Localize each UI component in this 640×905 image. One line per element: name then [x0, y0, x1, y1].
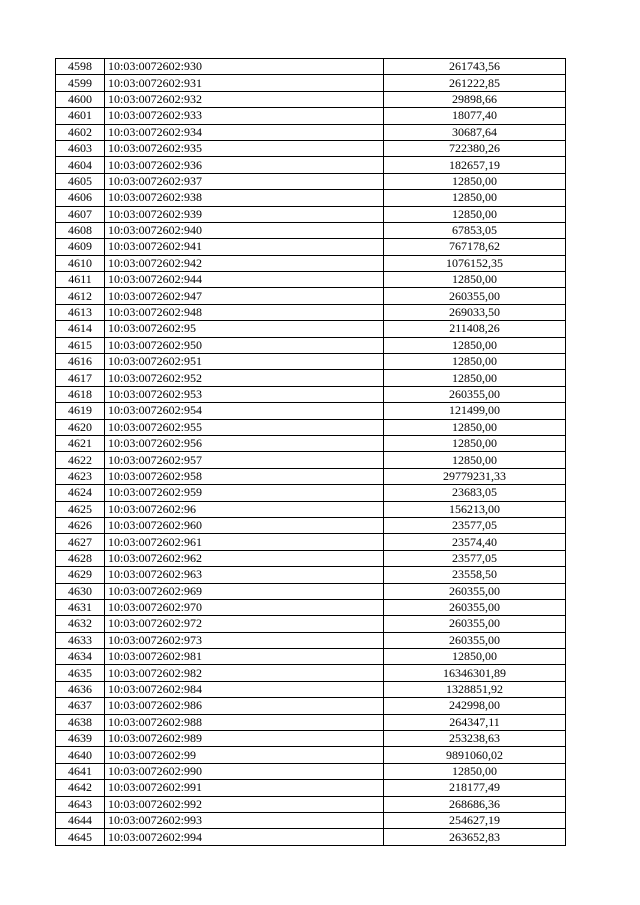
cadastral-value-cell: 269033,50 [384, 304, 566, 320]
row-number-cell: 4641 [56, 763, 105, 779]
table-row [56, 485, 566, 501]
cadastral-value-cell: 23574,40 [384, 534, 566, 550]
cadastral-number-cell: 10:03:0072602:989 [105, 731, 384, 747]
table-row [56, 272, 566, 288]
table-row [56, 747, 566, 763]
row-number-cell: 4618 [56, 386, 105, 402]
table-row [56, 419, 566, 435]
table-row [56, 501, 566, 517]
row-number-cell: 4644 [56, 812, 105, 828]
table-row [56, 157, 566, 173]
table-row [56, 649, 566, 665]
cadastral-number-cell: 10:03:0072602:935 [105, 140, 384, 156]
cadastral-value-cell: 12850,00 [384, 272, 566, 288]
cadastral-value-cell: 16346301,89 [384, 665, 566, 681]
table-row [56, 812, 566, 828]
table-row [56, 731, 566, 747]
cadastral-value-cell: 12850,00 [384, 370, 566, 386]
row-number-cell: 4642 [56, 780, 105, 796]
cadastral-value-cell: 9891060,02 [384, 747, 566, 763]
table-row [56, 354, 566, 370]
cadastral-number-cell: 10:03:0072602:957 [105, 452, 384, 468]
row-number-cell: 4635 [56, 665, 105, 681]
row-number-cell: 4637 [56, 698, 105, 714]
table-row [56, 829, 566, 845]
cadastral-value-cell: 182657,19 [384, 157, 566, 173]
cadastral-number-cell: 10:03:0072602:960 [105, 517, 384, 533]
row-number-cell: 4620 [56, 419, 105, 435]
cadastral-number-cell: 10:03:0072602:952 [105, 370, 384, 386]
cadastral-number-cell: 10:03:0072602:944 [105, 272, 384, 288]
table-row [56, 714, 566, 730]
row-number-cell: 4629 [56, 567, 105, 583]
table-row [56, 452, 566, 468]
cadastral-number-cell: 10:03:0072602:970 [105, 599, 384, 615]
row-number-cell: 4603 [56, 140, 105, 156]
table-row [56, 124, 566, 140]
cadastral-number-cell: 10:03:0072602:99 [105, 747, 384, 763]
cadastral-number-cell: 10:03:0072602:972 [105, 616, 384, 632]
row-number-cell: 4625 [56, 501, 105, 517]
table-row [56, 681, 566, 697]
cadastral-number-cell: 10:03:0072602:988 [105, 714, 384, 730]
cadastral-value-cell: 156213,00 [384, 501, 566, 517]
row-number-cell: 4631 [56, 599, 105, 615]
table-row [56, 59, 566, 75]
cadastral-value-cell: 29779231,33 [384, 468, 566, 484]
cadastral-number-cell: 10:03:0072602:948 [105, 304, 384, 320]
cadastral-value-cell: 1328851,92 [384, 681, 566, 697]
cadastral-value-cell: 242998,00 [384, 698, 566, 714]
cadastral-value-cell: 12850,00 [384, 452, 566, 468]
table-row [56, 468, 566, 484]
table-row [56, 108, 566, 124]
cadastral-number-cell: 10:03:0072602:954 [105, 403, 384, 419]
cadastral-value-cell: 12850,00 [384, 763, 566, 779]
cadastral-number-cell: 10:03:0072602:947 [105, 288, 384, 304]
cadastral-value-cell: 254627,19 [384, 812, 566, 828]
table-row [56, 599, 566, 615]
cadastral-value-cell: 18077,40 [384, 108, 566, 124]
cadastral-number-cell: 10:03:0072602:961 [105, 534, 384, 550]
cadastral-number-cell: 10:03:0072602:990 [105, 763, 384, 779]
cadastral-value-cell: 23558,50 [384, 567, 566, 583]
table-row [56, 370, 566, 386]
table-row [56, 435, 566, 451]
table-row [56, 550, 566, 566]
cadastral-value-cell: 12850,00 [384, 337, 566, 353]
row-number-cell: 4601 [56, 108, 105, 124]
cadastral-value-cell: 260355,00 [384, 386, 566, 402]
cadastral-value-cell: 30687,64 [384, 124, 566, 140]
table-row [56, 304, 566, 320]
table-body [56, 59, 566, 846]
row-number-cell: 4599 [56, 75, 105, 91]
cadastral-value-cell: 260355,00 [384, 599, 566, 615]
row-number-cell: 4638 [56, 714, 105, 730]
cadastral-value-cell: 67853,05 [384, 222, 566, 238]
cadastral-number-cell: 10:03:0072602:938 [105, 190, 384, 206]
table-row [56, 698, 566, 714]
table-row [56, 321, 566, 337]
table-row [56, 796, 566, 812]
cadastral-number-cell: 10:03:0072602:950 [105, 337, 384, 353]
row-number-cell: 4602 [56, 124, 105, 140]
table-row [56, 403, 566, 419]
cadastral-value-cell: 260355,00 [384, 632, 566, 648]
cadastral-number-cell: 10:03:0072602:981 [105, 649, 384, 665]
cadastral-number-cell: 10:03:0072602:986 [105, 698, 384, 714]
table-row [56, 665, 566, 681]
row-number-cell: 4623 [56, 468, 105, 484]
cadastral-number-cell: 10:03:0072602:95 [105, 321, 384, 337]
table-row [56, 190, 566, 206]
cadastral-number-cell: 10:03:0072602:936 [105, 157, 384, 173]
cadastral-value-cell: 261743,56 [384, 59, 566, 75]
cadastral-number-cell: 10:03:0072602:96 [105, 501, 384, 517]
cadastral-number-cell: 10:03:0072602:969 [105, 583, 384, 599]
table-row [56, 534, 566, 550]
row-number-cell: 4617 [56, 370, 105, 386]
cadastral-value-cell: 260355,00 [384, 288, 566, 304]
table-row [56, 288, 566, 304]
table-row [56, 337, 566, 353]
cadastral-value-cell: 12850,00 [384, 649, 566, 665]
cadastral-number-cell: 10:03:0072602:982 [105, 665, 384, 681]
cadastral-number-cell: 10:03:0072602:991 [105, 780, 384, 796]
row-number-cell: 4624 [56, 485, 105, 501]
row-number-cell: 4636 [56, 681, 105, 697]
row-number-cell: 4598 [56, 59, 105, 75]
table-row [56, 616, 566, 632]
table-row [56, 222, 566, 238]
cadastral-value-cell: 12850,00 [384, 173, 566, 189]
row-number-cell: 4610 [56, 255, 105, 271]
row-number-cell: 4616 [56, 354, 105, 370]
cadastral-value-cell: 12850,00 [384, 354, 566, 370]
cadastral-value-cell: 261222,85 [384, 75, 566, 91]
cadastral-value-cell: 23683,05 [384, 485, 566, 501]
row-number-cell: 4643 [56, 796, 105, 812]
row-number-cell: 4632 [56, 616, 105, 632]
cadastral-value-cell: 260355,00 [384, 583, 566, 599]
cadastral-value-cell: 29898,66 [384, 91, 566, 107]
cadastral-number-cell: 10:03:0072602:984 [105, 681, 384, 697]
row-number-cell: 4626 [56, 517, 105, 533]
cadastral-value-cell: 12850,00 [384, 435, 566, 451]
cadastral-number-cell: 10:03:0072602:940 [105, 222, 384, 238]
cadastral-number-cell: 10:03:0072602:992 [105, 796, 384, 812]
cadastral-number-cell: 10:03:0072602:937 [105, 173, 384, 189]
cadastral-value-cell: 121499,00 [384, 403, 566, 419]
row-number-cell: 4611 [56, 272, 105, 288]
cadastral-number-cell: 10:03:0072602:931 [105, 75, 384, 91]
cadastral-value-cell: 1076152,35 [384, 255, 566, 271]
table-row [56, 75, 566, 91]
table-row [56, 386, 566, 402]
row-number-cell: 4622 [56, 452, 105, 468]
row-number-cell: 4613 [56, 304, 105, 320]
row-number-cell: 4607 [56, 206, 105, 222]
row-number-cell: 4628 [56, 550, 105, 566]
row-number-cell: 4639 [56, 731, 105, 747]
row-number-cell: 4645 [56, 829, 105, 845]
cadastral-value-cell: 722380,26 [384, 140, 566, 156]
cadastral-number-cell: 10:03:0072602:933 [105, 108, 384, 124]
cadastral-number-cell: 10:03:0072602:934 [105, 124, 384, 140]
table-row [56, 173, 566, 189]
table-row [56, 583, 566, 599]
row-number-cell: 4614 [56, 321, 105, 337]
table-row [56, 140, 566, 156]
cadastral-number-cell: 10:03:0072602:955 [105, 419, 384, 435]
row-number-cell: 4627 [56, 534, 105, 550]
table-row [56, 239, 566, 255]
cadastral-value-cell: 12850,00 [384, 206, 566, 222]
table-row [56, 632, 566, 648]
cadastral-value-cell: 264347,11 [384, 714, 566, 730]
table-row [56, 255, 566, 271]
cadastral-number-cell: 10:03:0072602:951 [105, 354, 384, 370]
row-number-cell: 4612 [56, 288, 105, 304]
cadastral-value-cell: 263652,83 [384, 829, 566, 845]
row-number-cell: 4608 [56, 222, 105, 238]
row-number-cell: 4633 [56, 632, 105, 648]
cadastral-number-cell: 10:03:0072602:958 [105, 468, 384, 484]
cadastral-number-cell: 10:03:0072602:962 [105, 550, 384, 566]
cadastral-number-cell: 10:03:0072602:993 [105, 812, 384, 828]
cadastral-value-cell: 268686,36 [384, 796, 566, 812]
table-row [56, 517, 566, 533]
cadastral-value-cell: 12850,00 [384, 419, 566, 435]
row-number-cell: 4640 [56, 747, 105, 763]
table-row [56, 567, 566, 583]
row-number-cell: 4605 [56, 173, 105, 189]
cadastral-value-cell: 211408,26 [384, 321, 566, 337]
cadastral-value-table [55, 58, 566, 846]
cadastral-number-cell: 10:03:0072602:939 [105, 206, 384, 222]
row-number-cell: 4634 [56, 649, 105, 665]
cadastral-number-cell: 10:03:0072602:942 [105, 255, 384, 271]
cadastral-number-cell: 10:03:0072602:959 [105, 485, 384, 501]
cadastral-number-cell: 10:03:0072602:930 [105, 59, 384, 75]
table-row [56, 780, 566, 796]
row-number-cell: 4609 [56, 239, 105, 255]
cadastral-number-cell: 10:03:0072602:941 [105, 239, 384, 255]
cadastral-value-cell: 260355,00 [384, 616, 566, 632]
row-number-cell: 4630 [56, 583, 105, 599]
table-row [56, 763, 566, 779]
row-number-cell: 4606 [56, 190, 105, 206]
row-number-cell: 4619 [56, 403, 105, 419]
cadastral-number-cell: 10:03:0072602:963 [105, 567, 384, 583]
cadastral-value-cell: 23577,05 [384, 550, 566, 566]
cadastral-number-cell: 10:03:0072602:956 [105, 435, 384, 451]
cadastral-value-cell: 218177,49 [384, 780, 566, 796]
row-number-cell: 4615 [56, 337, 105, 353]
table-row [56, 91, 566, 107]
cadastral-number-cell: 10:03:0072602:973 [105, 632, 384, 648]
row-number-cell: 4600 [56, 91, 105, 107]
cadastral-number-cell: 10:03:0072602:994 [105, 829, 384, 845]
cadastral-value-cell: 23577,05 [384, 517, 566, 533]
row-number-cell: 4621 [56, 435, 105, 451]
cadastral-number-cell: 10:03:0072602:932 [105, 91, 384, 107]
table-row [56, 206, 566, 222]
cadastral-value-cell: 12850,00 [384, 190, 566, 206]
cadastral-value-cell: 253238,63 [384, 731, 566, 747]
cadastral-number-cell: 10:03:0072602:953 [105, 386, 384, 402]
row-number-cell: 4604 [56, 157, 105, 173]
cadastral-value-cell: 767178,62 [384, 239, 566, 255]
